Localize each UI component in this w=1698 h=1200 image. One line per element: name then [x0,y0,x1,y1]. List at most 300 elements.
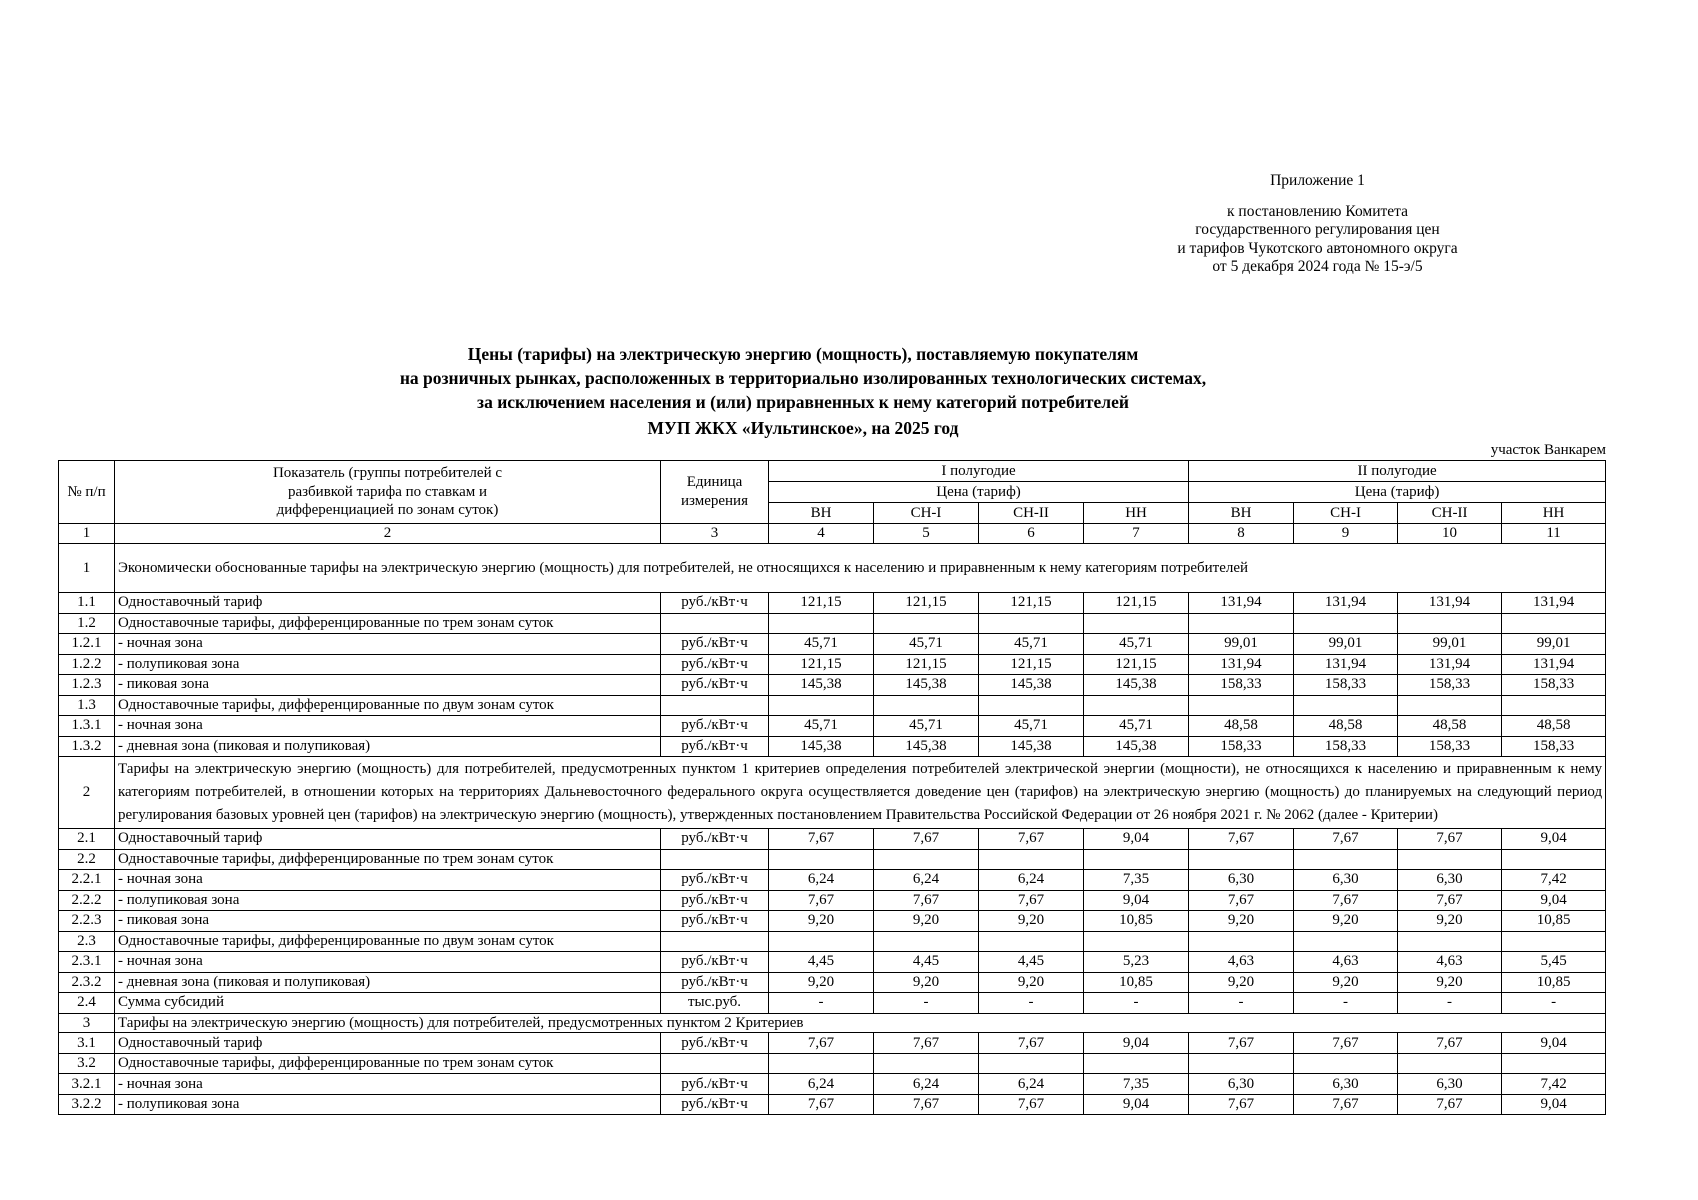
row-value: 45,71 [874,716,979,737]
row-value: 99,01 [1189,634,1294,655]
title-line: за исключением населения и (или) приравненных к нему категорий потребителей [477,392,1129,412]
row-value: 158,33 [1294,736,1398,757]
row-unit [661,849,769,870]
table-row [59,993,1606,1014]
row-indicator: Одноставочные тарифы, дифференцированные по двум зонам суток [115,695,661,716]
title-line: на розничных рынках, расположенных в территориально изолированных технологических системах, [399,368,1207,388]
row-value: 45,71 [979,716,1084,737]
row-value [1502,1053,1606,1074]
section-number: 3 [59,1013,115,1033]
row-value: 6,24 [874,1074,979,1095]
header-level: СН-II [1398,503,1502,524]
row-value: 6,24 [979,870,1084,891]
row-indicator: - полупиковая зона [115,654,661,675]
row-value: 9,04 [1084,890,1189,911]
row-value: 158,33 [1502,675,1606,696]
site-label: участок Ванкарем [1490,442,1606,458]
row-indicator: - пиковая зона [115,675,661,696]
table-row [59,972,1606,993]
row-indicator: - полупиковая зона [115,890,661,911]
row-indicator: - дневная зона (пиковая и полупиковая) [115,972,661,993]
table-row [59,613,1606,634]
row-unit [661,695,769,716]
header-level: СН-II [979,503,1084,524]
row-value: 145,38 [769,736,874,757]
row-value: 7,67 [769,1033,874,1054]
row-number: 2.2 [59,849,115,870]
header-indicator: Показатель (группы потребителей с разбивкой тарифа по ставкам и дифференциацией по зонам суток) [115,461,661,524]
row-value [1398,1053,1502,1074]
row-unit: руб./кВт·ч [661,1074,769,1095]
row-value: 9,20 [769,911,874,932]
row-value: 9,04 [1084,829,1189,850]
row-number: 2.2.3 [59,911,115,932]
row-value: - [769,993,874,1014]
row-value: 145,38 [769,675,874,696]
column-number: 11 [1502,524,1606,544]
row-value [769,695,874,716]
row-value: - [979,993,1084,1014]
row-value [1502,695,1606,716]
document-title [60,342,1546,440]
section-row [59,757,1606,829]
row-value: 9,04 [1502,829,1606,850]
section-text: Тарифы на электрическую энергию (мощность) для потребителей, предусмотренных пунктом 1 критериев определения потребителей электрической энергии (мощности), не относящихся к населению и приравненным к нему категориям потребителей, в отношении которых на территориях Дальневосточного федерального округа осуществляется доведение цен (тарифов) на электрическую энергию (мощность) до планируемых на следующий период регулирования базовых уровней цен (тарифов) на электрическую энергию (мощность), утвержденных постановлением Правительства Российской Федерации от 26 ноября 2021 г. № 2062 (далее - Критерии) [115,757,1606,829]
column-number: 5 [874,524,979,544]
row-value: 7,67 [874,1094,979,1115]
row-value [979,849,1084,870]
appendix-line: государственного регулирования цен [1195,221,1440,238]
table-row [59,849,1606,870]
row-value [1084,1053,1189,1074]
table-row [59,695,1606,716]
row-value: 99,01 [1294,634,1398,655]
table-row [59,1094,1606,1115]
row-value [874,849,979,870]
row-value [1294,695,1398,716]
row-value: 6,24 [769,870,874,891]
row-value: 7,67 [979,890,1084,911]
row-indicator: Одноставочные тарифы, дифференцированные по двум зонам суток [115,931,661,952]
table-row [59,654,1606,675]
row-value: 9,04 [1502,890,1606,911]
row-number: 3.2.2 [59,1094,115,1115]
row-value: 158,33 [1189,675,1294,696]
header-level: НН [1502,503,1606,524]
row-unit: руб./кВт·ч [661,911,769,932]
row-value: 131,94 [1398,654,1502,675]
row-value: 10,85 [1084,911,1189,932]
section-text: Тарифы на электрическую энергию (мощность) для потребителей, предусмотренных пунктом 2 Критериев [115,1013,1606,1033]
row-value: 121,15 [769,654,874,675]
row-value: 9,20 [1189,972,1294,993]
row-value [1084,849,1189,870]
row-number: 2.2.2 [59,890,115,911]
row-value: 9,20 [874,972,979,993]
row-unit: руб./кВт·ч [661,736,769,757]
row-value [1294,849,1398,870]
row-value: 7,67 [1294,829,1398,850]
section-text: Экономически обоснованные тарифы на электрическую энергию (мощность) для потребителей, не относящихся к населению и приравненным к нему категориям потребителей [115,544,1606,593]
row-unit: руб./кВт·ч [661,593,769,614]
row-number: 2.3 [59,931,115,952]
row-value [1398,613,1502,634]
row-value: 9,20 [979,972,1084,993]
row-indicator: Одноставочные тарифы, дифференцированные по трем зонам суток [115,613,661,634]
row-unit [661,931,769,952]
row-value: 7,67 [769,890,874,911]
row-unit: руб./кВт·ч [661,654,769,675]
row-indicator: - полупиковая зона [115,1094,661,1115]
row-value: 7,67 [1189,1094,1294,1115]
row-value: 10,85 [1084,972,1189,993]
row-value: 9,04 [1084,1094,1189,1115]
row-value: 5,23 [1084,952,1189,973]
row-number: 1.1 [59,593,115,614]
row-value [1294,613,1398,634]
row-indicator: - пиковая зона [115,911,661,932]
header-level: ВН [1189,503,1294,524]
row-value: 7,67 [769,829,874,850]
row-value [769,931,874,952]
row-value [874,613,979,634]
row-unit: тыс.руб. [661,993,769,1014]
column-number: 3 [661,524,769,544]
row-value: 9,20 [769,972,874,993]
row-value: 5,45 [1502,952,1606,973]
row-value: 121,15 [1084,593,1189,614]
row-indicator: Сумма субсидий [115,993,661,1014]
row-value: 4,45 [769,952,874,973]
row-value: 121,15 [769,593,874,614]
table-row [59,634,1606,655]
row-value: 9,04 [1084,1033,1189,1054]
row-number: 1.3.2 [59,736,115,757]
row-value: 7,42 [1502,1074,1606,1095]
row-value: 9,04 [1502,1094,1606,1115]
header-num: № п/п [59,461,115,524]
row-value [1398,931,1502,952]
row-value: 4,45 [979,952,1084,973]
row-value: 6,24 [874,870,979,891]
row-number: 3.2.1 [59,1074,115,1095]
row-value [1084,695,1189,716]
row-value: 9,20 [979,911,1084,932]
row-value: 158,33 [1398,675,1502,696]
row-indicator: Одноставочный тариф [115,1033,661,1054]
table-row [59,1053,1606,1074]
row-value: 6,24 [979,1074,1084,1095]
row-value: 145,38 [874,675,979,696]
row-number: 2.2.1 [59,870,115,891]
row-value: 6,24 [769,1074,874,1095]
row-value: 7,35 [1084,870,1189,891]
row-indicator: - ночная зона [115,952,661,973]
appendix-line: к постановлению Комитета [1227,202,1408,220]
row-value: 131,94 [1294,593,1398,614]
header-half-2: II полугодие [1189,461,1606,482]
appendix-block [1085,172,1550,277]
row-value: 4,63 [1398,952,1502,973]
row-value: 7,67 [1398,1033,1502,1054]
row-value: 7,67 [979,829,1084,850]
row-unit: руб./кВт·ч [661,716,769,737]
table-row [59,675,1606,696]
row-unit: руб./кВт·ч [661,1033,769,1054]
row-value: 6,30 [1294,870,1398,891]
table-row [59,870,1606,891]
row-value: 145,38 [1084,675,1189,696]
row-value: 7,67 [1398,890,1502,911]
row-value [979,695,1084,716]
row-unit: руб./кВт·ч [661,890,769,911]
header-level: СН-I [874,503,979,524]
row-number: 3.1 [59,1033,115,1054]
row-number: 1.3 [59,695,115,716]
row-value: 145,38 [874,736,979,757]
row-value [769,1053,874,1074]
row-value [1189,613,1294,634]
row-value: 7,67 [1189,890,1294,911]
row-value: - [1189,993,1294,1014]
row-value: 45,71 [769,716,874,737]
row-value: 4,63 [1189,952,1294,973]
table-row [59,1033,1606,1054]
table-row [59,593,1606,614]
row-value: 48,58 [1502,716,1606,737]
row-value: - [1294,993,1398,1014]
organization-title: МУП ЖКХ «Иультинское», на 2025 год [647,418,959,438]
row-value: 158,33 [1189,736,1294,757]
row-value [874,931,979,952]
row-value: 45,71 [769,634,874,655]
column-number: 8 [1189,524,1294,544]
row-value: 6,30 [1189,870,1294,891]
section-row [59,1013,1606,1033]
row-value: 7,67 [874,1033,979,1054]
table-row [59,952,1606,973]
row-value [1189,1053,1294,1074]
row-value: 121,15 [1084,654,1189,675]
row-value [1398,849,1502,870]
row-value: 6,30 [1294,1074,1398,1095]
table-row [59,736,1606,757]
row-value: 10,85 [1502,972,1606,993]
row-unit: руб./кВт·ч [661,634,769,655]
row-value: 48,58 [1189,716,1294,737]
row-number: 1.2.3 [59,675,115,696]
row-value: 6,30 [1189,1074,1294,1095]
row-value: - [1084,993,1189,1014]
row-value [979,1053,1084,1074]
row-value [1398,695,1502,716]
title-line: Цены (тарифы) на электрическую энергию (мощность), поставляемую покупателям [467,344,1139,364]
row-value: 6,30 [1398,1074,1502,1095]
table-row [59,829,1606,850]
table-row [59,890,1606,911]
row-value: 7,42 [1502,870,1606,891]
row-value [1189,849,1294,870]
row-number: 1.2.2 [59,654,115,675]
row-number: 1.3.1 [59,716,115,737]
row-value [874,695,979,716]
row-value [769,849,874,870]
row-value: 7,67 [979,1094,1084,1115]
section-row [59,544,1606,593]
header-half-1: I полугодие [769,461,1189,482]
header-unit: Единица измерения [661,461,769,524]
row-value: 131,94 [1294,654,1398,675]
row-value: 7,35 [1084,1074,1189,1095]
row-number: 3.2 [59,1053,115,1074]
row-value: 6,30 [1398,870,1502,891]
row-value: 158,33 [1398,736,1502,757]
row-indicator: Одноставочный тариф [115,829,661,850]
row-value: - [1502,993,1606,1014]
row-value: - [874,993,979,1014]
row-value: 45,71 [1084,634,1189,655]
row-unit [661,613,769,634]
row-value: 7,67 [874,829,979,850]
section-number: 1 [59,544,115,593]
table-row [59,911,1606,932]
row-value: 145,38 [979,736,1084,757]
row-number: 2.4 [59,993,115,1014]
row-value: 48,58 [1398,716,1502,737]
row-value: 9,20 [874,911,979,932]
row-indicator: - ночная зона [115,634,661,655]
row-value [1294,931,1398,952]
column-number: 9 [1294,524,1398,544]
row-value: 45,71 [874,634,979,655]
column-number: 6 [979,524,1084,544]
row-indicator: Одноставочные тарифы, дифференцированные по трем зонам суток [115,849,661,870]
table-row [59,931,1606,952]
header-level: СН-I [1294,503,1398,524]
row-value [874,1053,979,1074]
appendix-line: от 5 декабря 2024 года № 15-э/5 [1212,258,1423,275]
row-value: 158,33 [1502,736,1606,757]
row-value: 145,38 [1084,736,1189,757]
row-indicator: Одноставочные тарифы, дифференцированные по трем зонам суток [115,1053,661,1074]
tariff-table [58,460,1606,1115]
row-unit [661,1053,769,1074]
row-value [1502,613,1606,634]
row-value: 10,85 [1502,911,1606,932]
row-value: 145,38 [979,675,1084,696]
row-number: 1.2.1 [59,634,115,655]
header-level: ВН [769,503,874,524]
row-value: 99,01 [1502,634,1606,655]
row-value [979,931,1084,952]
row-value [769,613,874,634]
header-price-2: Цена (тариф) [1189,482,1606,503]
row-unit: руб./кВт·ч [661,870,769,891]
row-value [1084,613,1189,634]
appendix-line: и тарифов Чукотского автономного округа [1177,239,1458,257]
row-value: 121,15 [874,593,979,614]
row-value: 4,63 [1294,952,1398,973]
table-row [59,1074,1606,1095]
row-indicator: - дневная зона (пиковая и полупиковая) [115,736,661,757]
row-value: 7,67 [1189,1033,1294,1054]
row-value: 131,94 [1189,593,1294,614]
row-value: 121,15 [979,593,1084,614]
row-indicator: Одноставочный тариф [115,593,661,614]
row-value: 9,20 [1294,972,1398,993]
column-number: 4 [769,524,874,544]
header-level: НН [1084,503,1189,524]
column-number: 1 [59,524,115,544]
row-indicator: - ночная зона [115,716,661,737]
appendix-title: Приложение 1 [1270,172,1365,189]
row-number: 1.2 [59,613,115,634]
row-value: 158,33 [1294,675,1398,696]
row-value: 45,71 [1084,716,1189,737]
row-value: 121,15 [979,654,1084,675]
row-value: 7,67 [874,890,979,911]
row-value [1294,1053,1398,1074]
row-indicator: - ночная зона [115,1074,661,1095]
row-value [1189,931,1294,952]
row-unit: руб./кВт·ч [661,1094,769,1115]
row-value: 131,94 [1189,654,1294,675]
row-value: 9,20 [1398,972,1502,993]
row-value: 121,15 [874,654,979,675]
row-value: - [1398,993,1502,1014]
section-number: 2 [59,757,115,829]
row-value: 48,58 [1294,716,1398,737]
column-number: 10 [1398,524,1502,544]
row-indicator: - ночная зона [115,870,661,891]
row-value [1502,849,1606,870]
row-value: 7,67 [979,1033,1084,1054]
row-value: 7,67 [1398,1094,1502,1115]
row-value [979,613,1084,634]
row-value: 7,67 [769,1094,874,1115]
row-value: 131,94 [1398,593,1502,614]
header-price-1: Цена (тариф) [769,482,1189,503]
row-value: 7,67 [1294,890,1398,911]
row-value [1502,931,1606,952]
row-value: 7,67 [1294,1094,1398,1115]
column-number: 7 [1084,524,1189,544]
row-value: 9,20 [1398,911,1502,932]
row-number: 2.1 [59,829,115,850]
row-value: 7,67 [1189,829,1294,850]
row-value: 131,94 [1502,593,1606,614]
row-value [1084,931,1189,952]
row-value [1189,695,1294,716]
row-value: 99,01 [1398,634,1502,655]
row-number: 2.3.1 [59,952,115,973]
row-number: 2.3.2 [59,972,115,993]
row-value: 7,67 [1294,1033,1398,1054]
row-value: 45,71 [979,634,1084,655]
column-number: 2 [115,524,661,544]
row-value: 9,20 [1189,911,1294,932]
row-value: 131,94 [1502,654,1606,675]
row-unit: руб./кВт·ч [661,829,769,850]
row-unit: руб./кВт·ч [661,675,769,696]
table-row [59,716,1606,737]
row-value: 9,04 [1502,1033,1606,1054]
row-value: 7,67 [1398,829,1502,850]
row-value: 9,20 [1294,911,1398,932]
row-value: 4,45 [874,952,979,973]
row-unit: руб./кВт·ч [661,952,769,973]
row-unit: руб./кВт·ч [661,972,769,993]
